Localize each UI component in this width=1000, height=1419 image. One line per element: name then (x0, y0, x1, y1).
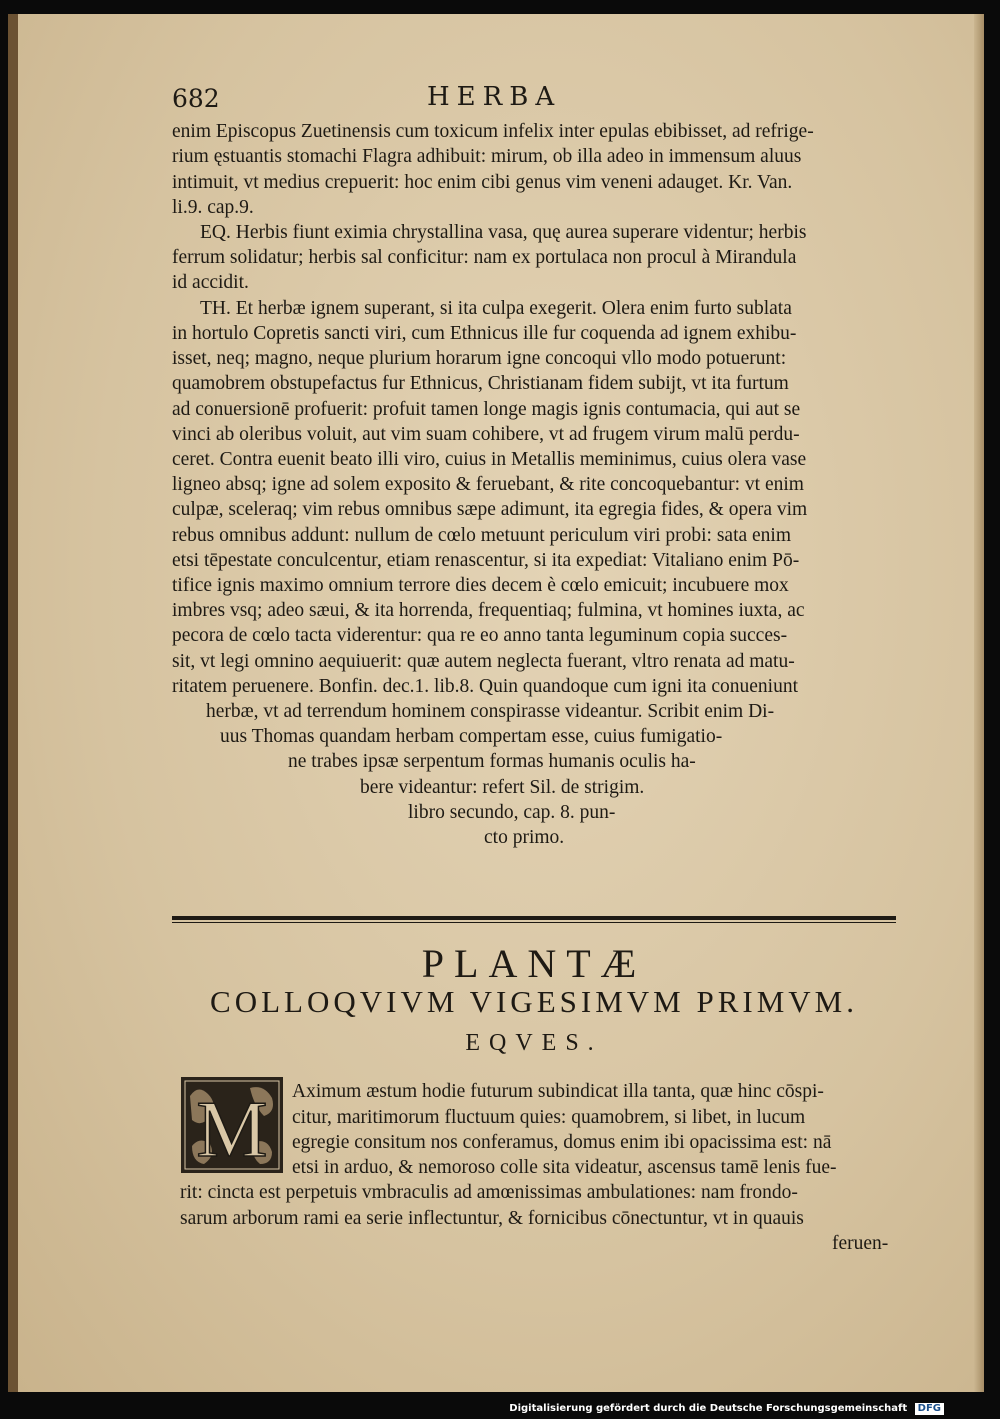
body-line: enim Episcopus Zuetinensis cum toxicum infelix inter epulas ebibisset, ad refrige- (172, 121, 814, 142)
body-line: ligneo absq; igne ad solem exposito & feruebant, & rite concoquebantur: vt enim (172, 474, 804, 495)
body-line: intimuit, vt medius crepuerit: hoc enim cibi genus vim veneni adauget. Kr. Van. (172, 172, 793, 193)
body-line: culpæ, sceleraq; vim rebus omnibus sæpe adimunt, ita egregia fides, & opera vim (172, 499, 808, 520)
body-line: herbæ, vt ad terrendum hominem conspirasse videantur. Scribit enim Di- (206, 701, 775, 722)
section-line: feruen- (832, 1233, 889, 1254)
credit-text: Digitalisierung gefördert durch die Deutsche Forschungsgemeinschaft (509, 1403, 908, 1414)
section-line: Aximum æstum hodie futurum subindicat illa tanta, quæ hinc cōspi- (292, 1081, 824, 1102)
page-number: 682 (172, 84, 220, 113)
body-line: ferrum solidatur; herbis sal conficitur: nam ex portulaca non procul à Mirandula (172, 247, 797, 268)
page-edge (974, 14, 984, 1392)
body-line: libro secundo, cap. 8. pun- (408, 802, 616, 823)
section-divider-thin (172, 922, 896, 923)
body-line: in hortulo Copretis sancti viri, cum Ethnicus ille fur coquenda ad ignem exhibu- (172, 323, 797, 344)
decorated-initial (180, 1076, 284, 1174)
section-divider (172, 916, 896, 920)
body-line: sit, vt legi omnino aequiuerit: quæ autem neglecta fuerant, vltro renata ad matu- (172, 651, 795, 672)
body-line: tifice ignis maximo omnium terrore dies decem è cœlo emicuit; incubuere mox (172, 575, 789, 596)
section-line: etsi in arduo, & nemoroso colle sita videatur, ascensus tamē lenis fue- (292, 1157, 837, 1178)
section-line: citur, maritimorum fluctuum quies: quamobrem, si libet, in lucum (292, 1107, 806, 1128)
section-title: PLANTÆ (421, 941, 647, 986)
body-line: imbres vsq; adeo sæui, & ita horrenda, frequentiaq; fulmina, vt homines iuxta, ac (172, 600, 805, 621)
body-line: pecora de cœlo tacta viderentur: qua re eo anno tanta leguminum copia succes- (172, 625, 788, 646)
body-line: uus Thomas quandam herbam compertam esse, cuius fumigatio- (220, 726, 723, 747)
decorated-initial-svg (180, 1076, 284, 1174)
body-line: quamobrem obstupefactus fur Ethnicus, Christianam fidem subijt, vt ita furtum (172, 373, 789, 394)
body-line: etsi tēpestate conculcentur, etiam renascentur, si ita expediat: Vitaliano enim Pō- (172, 550, 800, 571)
running-head: HERBA (427, 82, 562, 112)
section-line: rit: cincta est perpetuis vmbraculis ad amœnissimas ambulationes: nam frondo- (180, 1182, 798, 1203)
section-line: sarum arborum rami ea serie inflectuntur, & fornicibus cōnectuntur, vt in quauis (180, 1208, 804, 1229)
speaker-heading: EQVES. (465, 1030, 603, 1056)
body-line: TH. Et herbæ ignem superant, si ita culpa exegerit. Olera enim furto sublata (200, 298, 792, 319)
page-header (172, 82, 892, 116)
body-line: ad conuersionē profuerit: profuit tamen longe magis ignis contumacia, qui aut se (172, 399, 801, 420)
body-line: ne trabes ipsæ serpentum formas humanis oculis ha- (288, 751, 696, 772)
body-line: rebus omnibus addunt: nullum de cœlo metuunt periculum viri probi: sata enim (172, 525, 792, 546)
body-line: cto primo. (484, 827, 565, 848)
body-line: rium ęstuantis stomachi Flagra adhibuit: mirum, ob illa adeo in immensum aluus (172, 146, 802, 167)
body-line: li.9. cap.9. (172, 197, 254, 218)
body-line: vinci ab oleribus voluit, aut vim suam cohibere, vt ad frugem virum malū perdu- (172, 424, 800, 445)
body-line: id accidit. (172, 272, 249, 293)
body-line: bere videantur: refert Sil. de strigim. (360, 777, 645, 798)
body-line: ritatem peruenere. Bonfin. dec.1. lib.8. Quin quandoque cum igni ita conueniunt (172, 676, 798, 697)
body-line: EQ. Herbis fiunt eximia chrystallina vasa, quę aurea superare videntur; herbis (200, 222, 807, 243)
body-line: isset, neq; magno, neque plurium horarum igne concoqui vllo modo potuerunt: (172, 348, 787, 369)
dfg-logo: DFG (915, 1403, 944, 1415)
dropcap-letter: M (196, 1086, 268, 1174)
body-line: ceret. Contra euenit beato illi viro, cuius in Metallis meminimus, cuius olera vase (172, 449, 807, 470)
digitization-credit (509, 1402, 944, 1416)
section-subtitle: COLLOQVIVM VIGESIMVM PRIMVM. (210, 984, 858, 1019)
section-line: egregie consitum nos conferamus, domus enim ibi opacissima est: nā (292, 1132, 832, 1153)
